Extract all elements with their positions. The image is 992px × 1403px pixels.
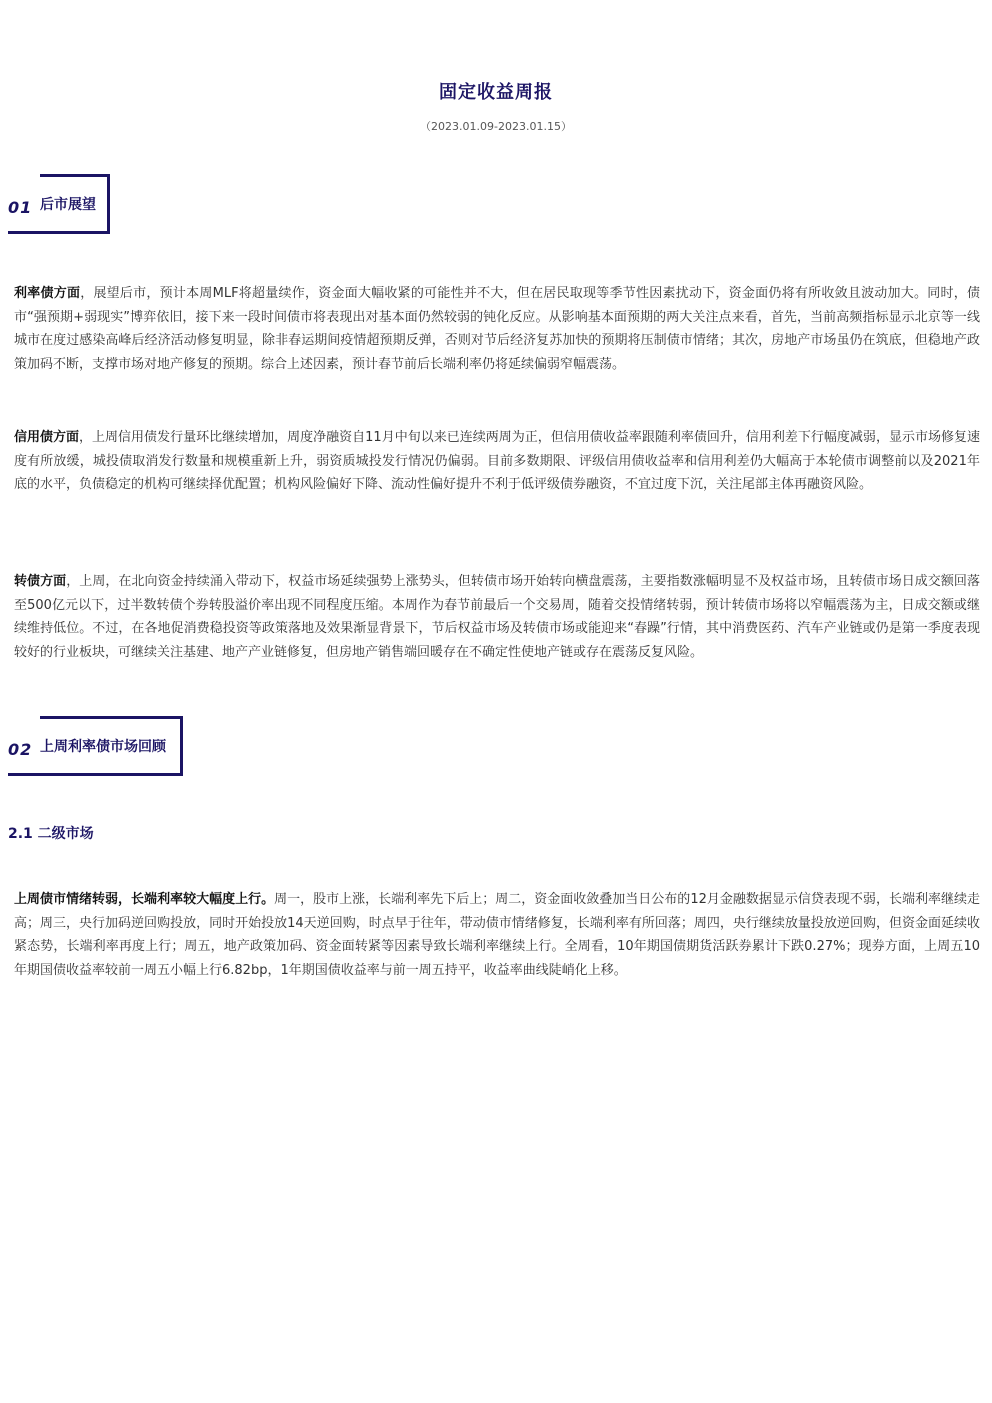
section-header-outlook — [8, 174, 110, 234]
paragraph-lead: 信用债方面 — [14, 430, 80, 445]
paragraph-credit-outlook — [14, 426, 980, 497]
paragraph-body: ，上周，在北向资金持续涌入带动下，权益市场延续强势上涨势头，但转债市场开始转向横盘震荡，主要指数涨幅明显不及权益市场，且转债市场日成交额回落至500亿元以下，过半数转债个券转股溢价率出现不同程度压缩。本周作为春节前最后一个交易周，随着交投情绪转弱，预计转债市场将以窄幅震荡为主，日成交额或继续维持低位。不过，在各地促消费稳投资等政策落地及效果渐显背景下，节后权益市场及转债市场或能迎来“春躁”行情，其中消费医药、汽车产业链或仍是第一季度表现较好的行业板块，可继续关注基建、地产产业链修复，但房地产销售端回暖存在不确定性使地产链或存在震荡反复风险。 — [14, 574, 980, 660]
paragraph-body: ，上周信用债发行量环比继续增加，周度净融资自11月中旬以来已连续两周为正，但信用债收益率跟随利率债回升，信用利差下行幅度减弱，显示市场修复速度有所放缓，城投债取消发行数量和规模重新上升，弱资质城投发行情况仍偏弱。目前多数期限、评级信用债收益率和信用利差仍大幅高于本轮债市调整前以及2021年底的水平，负债稳定的机构可继续择优配置；机构风险偏好下降、流动性偏好提升不利于低评级债券融资，不宜过度下沉，关注尾部主体再融资风险。 — [14, 430, 980, 492]
paragraph-convertible-outlook — [14, 570, 980, 664]
paragraph-body: ，展望后市，预计本周MLF将超量续作，资金面大幅收紧的可能性并不大，但在居民取现等季节性因素扰动下，资金面仍将有所收敛且波动加大。同时，债市“强预期+弱现实”博弈依旧，接下来一段时间债市将表现出对基本面仍然较弱的钝化反应。从影响基本面预期的两大关注点来看，首先，当前高频指标显示北京等一线城市在度过感染高峰后经济活动修复明显，除非春运期间疫情超预期反弹，否则对节后经济复苏加快的预期将压制债市情绪；其次，房地产市场虽仍在筑底，但稳地产政策加码不断，支撑市场对地产修复的预期。综合上述因素，预计春节前后长端利率仍将延续偏弱窄幅震荡。 — [14, 286, 980, 372]
subsection-title: 2.1 二级市场 — [8, 826, 94, 842]
section-header-rates-review — [8, 716, 183, 776]
paragraph-rates-outlook — [14, 282, 980, 376]
paragraph-lead: 转债方面 — [14, 574, 67, 589]
report-date-range: （2023.01.09-2023.01.15） — [420, 120, 572, 133]
section-header-underline — [8, 231, 110, 234]
section-title: 后市展望 — [40, 197, 96, 213]
report-title: 固定收益周报 — [439, 82, 553, 103]
paragraph-body: 周一，股市上涨，长端利率先下后上；周二，资金面收敛叠加当日公布的12月金融数据显示信贷表现不弱，长端利率继续走高；周三，央行加码逆回购投放，同时开始投放14天逆回购，时点早于往年，带动债市情绪修复，长端利率有所回落；周四，央行继续放量投放逆回购，但资金面延续收紧态势，长端利率再度上行；周五，地产政策加码、资金面转紧等因素导致长端利率继续上行。全周看，10年期国债期货活跃券累计下跌0.27%；现券方面，上周五10年期国债收益率较前一周五小幅上行6.82bp，1年期国债收益率与前一周五持平，收益率曲线陡峭化上移。 — [14, 892, 980, 978]
section-number: 02 — [8, 740, 33, 759]
paragraph-lead: 上周债市情绪转弱，长端利率较大幅度上行。 — [14, 892, 275, 907]
section-header-underline — [8, 773, 183, 776]
paragraph-market-review — [14, 888, 980, 982]
section-title: 上周利率债市场回顾 — [40, 739, 166, 755]
paragraph-lead: 利率债方面 — [14, 286, 81, 301]
section-number: 01 — [8, 198, 33, 217]
